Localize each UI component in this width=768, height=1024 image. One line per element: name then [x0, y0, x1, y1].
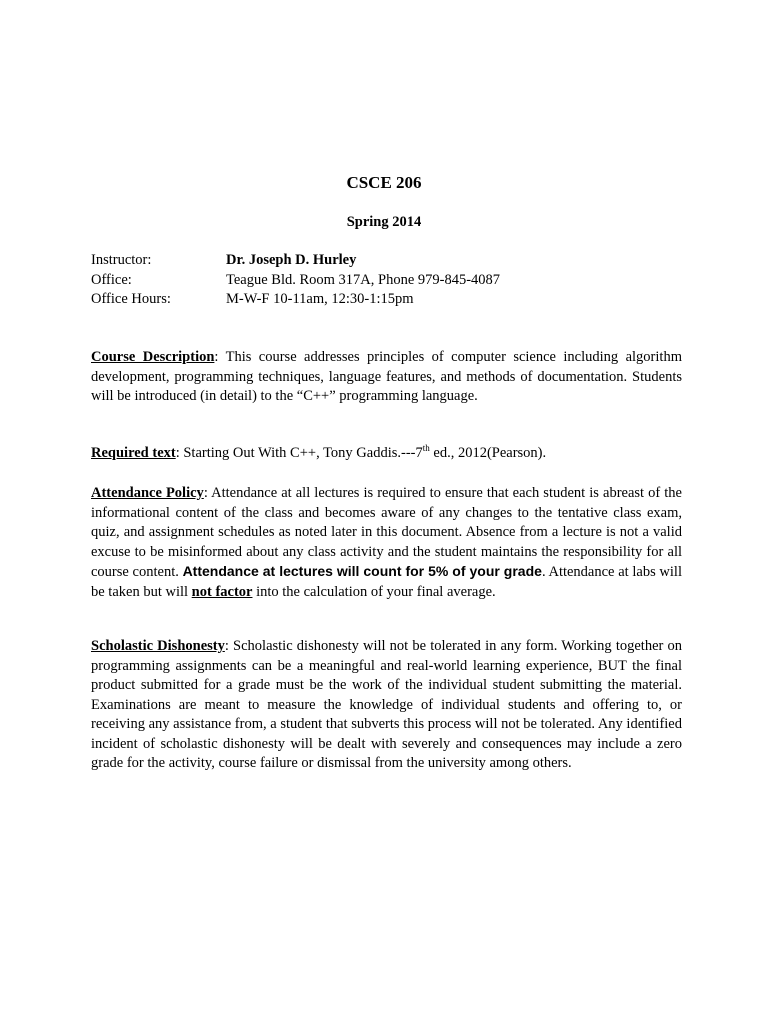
attendance-text-2: . Attendance at labs will be taken but will: [91, 564, 682, 600]
attendance-bold-statement: Attendance at lectures will count for 5% of your grade: [182, 563, 542, 579]
office-row: [91, 271, 691, 291]
office-hours-label: Office Hours:: [91, 291, 171, 307]
office-hours-row: [91, 290, 691, 310]
instructor-row: [91, 251, 691, 271]
attendance-underlined: not factor: [191, 583, 253, 600]
course-title: CSCE 206: [346, 173, 422, 192]
required-text-heading: Required text: [91, 445, 176, 461]
required-text-after: ed., 2012(Pearson).: [429, 445, 547, 461]
attendance-paragraph: [91, 484, 682, 602]
required-text-superscript: th: [422, 443, 430, 454]
scholastic-dishonesty-paragraph: [91, 637, 682, 774]
course-description-paragraph: [91, 348, 682, 407]
instructor-name: Dr. Joseph D. Hurley: [226, 252, 357, 268]
office-label: Office:: [91, 271, 132, 288]
course-description-heading: Course Description: [91, 349, 215, 365]
office-hours-value: M-W-F 10-11am, 12:30-1:15pm: [226, 291, 414, 307]
required-text-before: : Starting Out With C++, Tony Gaddis.---7: [175, 445, 423, 461]
attendance-heading: Attendance Policy: [91, 485, 204, 501]
attendance-text-3: into the calculation of your final average.: [252, 583, 496, 600]
course-term: Spring 2014: [346, 214, 422, 230]
scholastic-dishonesty-heading: Scholastic Dishonesty: [91, 638, 225, 654]
course-description-text: : This course addresses principles of computer science including algorithm development, programming techniques, language features, and methods of documentation. Students will be introduced (in detail) to the “C++” programming language.: [91, 349, 682, 404]
attendance-text-1: : Attendance at all lectures is required to ensure that each student is abreast of the informational content of the class and becomes aware of any changes to the tentative class exam, quiz, and assignment schedules as noted later in this document. Absence from a lecture is not a valid excuse to be misinformed about any class activity and the student maintains the responsibility for all course content.: [91, 485, 682, 580]
office-value: Teague Bld. Room 317A, Phone 979-845-4087: [226, 271, 501, 288]
required-text-paragraph: [91, 444, 682, 464]
instructor-info: [91, 251, 691, 310]
scholastic-dishonesty-text: : Scholastic dishonesty will not be tolerated in any form. Working together on programming assignments can be a meaningful and real-world learning experience, BUT the final product submitted for a grade must be the work of the individual student submitting the material. Examinations are meant to measure the knowledge of individual students and offering to, or receiving any assistance from, a student that subverts this process will not be tolerated. Any identified incident of scholastic dishonesty will be dealt with severely and consequences may include a zero grade for the activity, course failure or dismissal from the university among others.: [91, 638, 682, 771]
instructor-label: Instructor:: [91, 252, 152, 268]
